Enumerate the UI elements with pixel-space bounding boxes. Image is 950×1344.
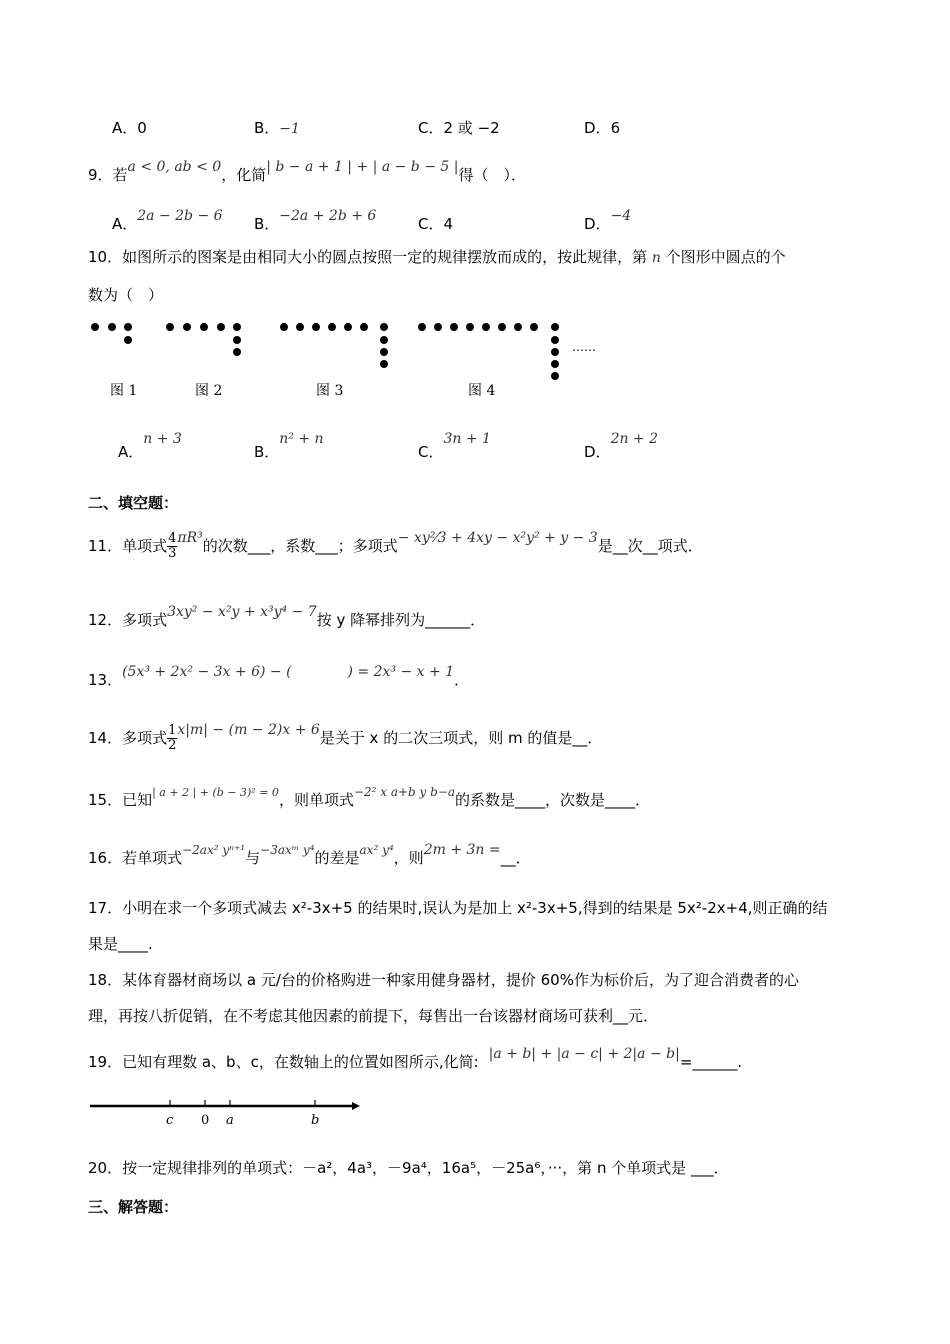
question-10-line1: 10．如图所示的图案是由相同大小的圆点按照一定的规律摆放而成的，按此规律，第 n 个图形中圆点的个 [88,248,786,266]
figure-label-4: 图 4 [468,383,496,399]
dot [328,323,336,331]
dot [166,323,174,331]
dot [450,323,458,331]
q10-option-c: C．3n + 1 [418,431,491,461]
dot [296,323,304,331]
dot [380,348,388,356]
question-12: 12．多项式3xy² − x²y + x³y⁴ − 7按 y 降幂排列为______． [88,604,486,629]
dot [551,336,559,344]
dot [551,372,559,380]
dot [108,323,116,331]
dot [418,323,426,331]
dot [124,336,132,344]
label-0: 0 [201,1113,210,1128]
number-line [88,1094,378,1134]
fraction: $\frac{4}{3}$ [168,531,177,561]
dot [91,323,99,331]
question-20: 20．按一定规律排列的单项式：－a²，4a³，－9a⁴，16a⁵，－25a⁶，···，第 n 个单项式是 ___． [88,1159,729,1177]
dot [514,323,522,331]
q10-option-a: A．n + 3 [118,431,182,461]
q9-option-b: B．−2a + 2b + 6 [254,208,377,233]
question-14: 14．多项式 $\frac{1}{2}$ x|m| − (m − 2)x + 6是关于 x 的二次三项式，则 m 的值是__． [88,722,603,753]
question-17-line2: 果是____. [88,935,153,953]
q8-option-a: A．0 [112,119,147,137]
dot [466,323,474,331]
dot [233,323,241,331]
dot [530,323,538,331]
dot [551,348,559,356]
label-b: b [311,1113,320,1128]
question-19: 19．已知有理数 a、b、c，在数轴上的位置如图所示,化简: |a + b| + |a − c| + 2|a − b|=______. [88,1046,743,1071]
dot [217,323,225,331]
dot [380,336,388,344]
q10-option-d: D．2n + 2 [584,431,659,461]
dot [183,323,191,331]
dot [344,323,352,331]
fraction: $\frac{1}{2}$ [168,723,177,753]
question-17-line1: 17．小明在求一个多项式减去 x²-3x+5 的结果时,误认为是加上 x²-3x+5,得到的结果是 5x²-2x+4,则正确的结 [88,899,828,917]
section-3-heading: 三、解答题： [88,1198,179,1216]
q8-option-c: C．2 或 −2 [418,119,500,137]
question-9: 9．若a < 0, ab < 0，化简| b − a + 1 | + | a − b − 5 |得（ ）． [88,159,526,184]
dot [280,323,288,331]
question-16: 16．若单项式$^{-2ax^2 y^{n+1}}$与$^{-3axᵐ y^4}$的差是$^{ax^2 y^4}$，则2m + 3n =__． [88,842,531,867]
dot [498,323,506,331]
label-c: c [166,1113,174,1128]
figure-label-3: 图 3 [316,383,344,399]
question-10-line2: 数为（ ） [88,286,164,304]
dot [380,360,388,368]
question-18-line2: 理，再按八折促销，在不考虑其他因素的前提下，每售出一台该器材商场可获利__元． [88,1007,659,1025]
dot [233,348,241,356]
question-18-line1: 18．某体育器材商场以 a 元/台的价格购进一种家用健身器材，提价 60%作为标价后，为了迎合消费者的心 [88,971,799,989]
question-13: 13．(5x³ + 2x² − 3x + 6) − ( ) = 2x³ − x + 1． [88,664,470,689]
dot [482,323,490,331]
axis-arrow [352,1102,360,1110]
dot [200,323,208,331]
dot [312,323,320,331]
dot [233,336,241,344]
label-a: a [226,1113,234,1128]
figure-label-1: 图 1 [110,383,138,399]
figure-ellipsis: …… [572,340,596,354]
question-15: 15．已知$^{| a + 2 | + (b - 3)^2 = 0}$，则单项式$^{-2^2 x a+b y b-a}$的系数是____，次数是____． [88,785,651,809]
q9-option-a: A．2a − 2b − 6 [112,208,223,233]
dot [551,323,559,331]
question-11: 11．单项式 $\frac{4}{3}$ πR³的次数___，系数___；多项式− xy²⁄3 + 4xy − x²y² + y − 3是__次__项式． [88,530,703,561]
dot [551,360,559,368]
q9-option-d: D．−4 [584,208,632,233]
q8-option-b: B．−1 [254,119,300,137]
dot [124,323,132,331]
dot [360,323,368,331]
section-2-heading: 二、填空题： [88,494,179,512]
dot [434,323,442,331]
q9-option-c: C．4 [418,215,454,233]
q10-option-b: B．n² + n [254,431,324,461]
q8-option-d: D．6 [584,119,621,137]
dot [380,323,388,331]
figure-label-2: 图 2 [195,383,223,399]
